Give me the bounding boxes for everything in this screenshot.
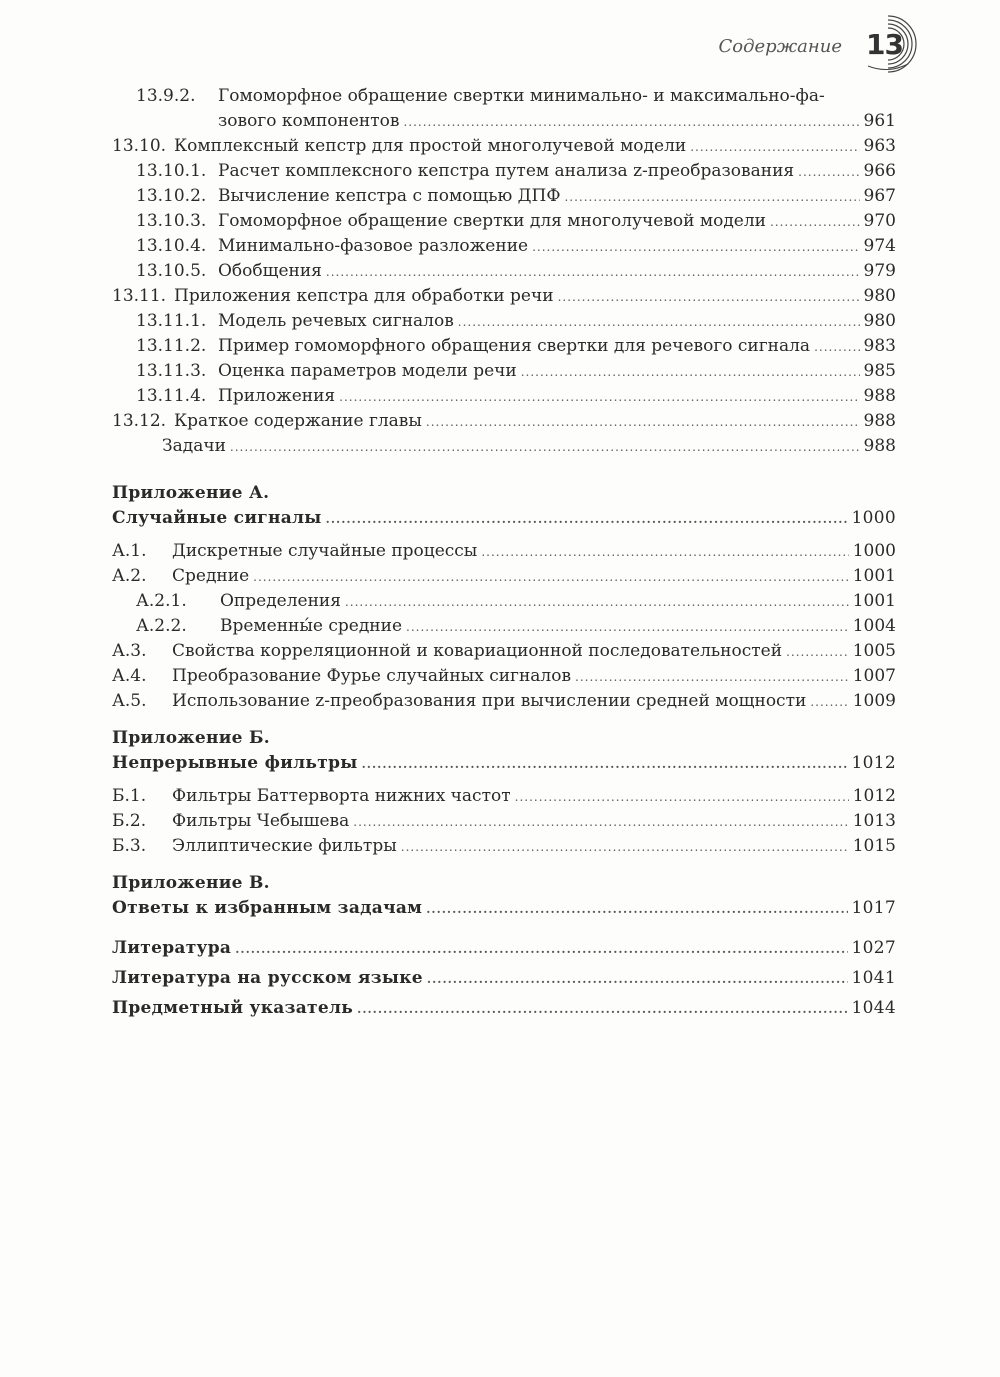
toc-entry[interactable]: 13.10.3. Гомоморфное обращение свертки для многолучевой модели ..... 970 bbox=[112, 209, 896, 234]
toc-entry[interactable]: 13.10.1. Расчет комплексного кепстра путем анализа z-преобразования ..... 966 bbox=[112, 159, 896, 184]
appendix-label: Приложение В. bbox=[112, 873, 270, 893]
running-title: Содержание bbox=[718, 36, 842, 57]
leader-dots bbox=[403, 110, 859, 135]
toc-entry[interactable]: А.1. Дискретные случайные процессы ..... 1000 bbox=[112, 539, 896, 564]
toc-entry[interactable]: Б.3. Эллиптические фильтры ..... 1015 bbox=[112, 834, 896, 859]
toc-entry[interactable]: 13.11.4. Приложения ..... 988 bbox=[112, 384, 896, 409]
toc-entry[interactable]: Литература ..... 1027 bbox=[112, 933, 896, 963]
toc-entry[interactable]: Непрерывные фильтры ..... 1012 bbox=[112, 751, 896, 776]
table-of-contents bbox=[112, 84, 896, 1023]
toc-entry[interactable]: А.5. Использование z-преобразования при вычислении средней мощности ..... 1009 bbox=[112, 689, 896, 714]
toc-entry[interactable]: 13.11.3. Оценка параметров модели речи ..... 985 bbox=[112, 359, 896, 384]
toc-entry[interactable]: Б.1. Фильтры Баттерворта нижних частот ..... 1012 bbox=[112, 784, 896, 809]
appendix-label: Приложение Б. bbox=[112, 728, 270, 748]
toc-entry[interactable]: А.2.2. Временны́е средние ..... 1004 bbox=[112, 614, 896, 639]
toc-entry[interactable]: 13.11. Приложения кепстра для обработки речи ..... 980 bbox=[112, 284, 896, 309]
toc-entry[interactable]: Предметный указатель ..... 1044 bbox=[112, 993, 896, 1023]
toc-entry[interactable]: 13.10. Комплексный кепстр для простой многолучевой модели ..... 963 bbox=[112, 134, 896, 159]
toc-entry[interactable]: 13.12. Краткое содержание главы ..... 988 bbox=[112, 409, 896, 434]
toc-entry[interactable]: Случайные сигналы ..... 1000 bbox=[112, 506, 896, 531]
toc-entry[interactable]: Задачи ..... 988 bbox=[112, 434, 896, 459]
toc-entry[interactable]: зового компонентов ..... 961 bbox=[112, 109, 896, 134]
toc-entry[interactable]: 13.11.1. Модель речевых сигналов ..... 980 bbox=[112, 309, 896, 334]
toc-entry[interactable]: Б.2. Фильтры Чебышева ..... 1013 bbox=[112, 809, 896, 834]
toc-entry[interactable]: А.2.1. Определения ..... 1001 bbox=[112, 589, 896, 614]
page-number: 13 bbox=[866, 28, 903, 61]
toc-entry[interactable]: 13.9.2. Гомоморфное обращение свертки минимально- и максимально-фа- bbox=[136, 86, 825, 106]
page-header bbox=[0, 14, 1000, 74]
toc-entry[interactable]: 13.10.5. Обобщения ..... 979 bbox=[112, 259, 896, 284]
toc-entry[interactable]: А.3. Свойства корреляционной и ковариационной последовательностей ..... 1005 bbox=[112, 639, 896, 664]
toc-entry[interactable]: 13.10.4. Минимально-фазовое разложение ..... 974 bbox=[112, 234, 896, 259]
toc-entry[interactable]: Ответы к избранным задачам ..... 1017 bbox=[112, 896, 896, 921]
toc-entry[interactable]: А.2. Средние ..... 1001 bbox=[112, 564, 896, 589]
toc-entry[interactable]: 13.11.2. Пример гомоморфного обращения свертки для речевого сигнала ..... 983 bbox=[112, 334, 896, 359]
toc-entry[interactable]: 13.10.2. Вычисление кепстра с помощью ДПФ ..... 967 bbox=[112, 184, 896, 209]
toc-entry[interactable]: А.4. Преобразование Фурье случайных сигналов ..... 1007 bbox=[112, 664, 896, 689]
appendix-label: Приложение А. bbox=[112, 483, 270, 503]
toc-entry[interactable]: Литература на русском языке ..... 1041 bbox=[112, 963, 896, 993]
